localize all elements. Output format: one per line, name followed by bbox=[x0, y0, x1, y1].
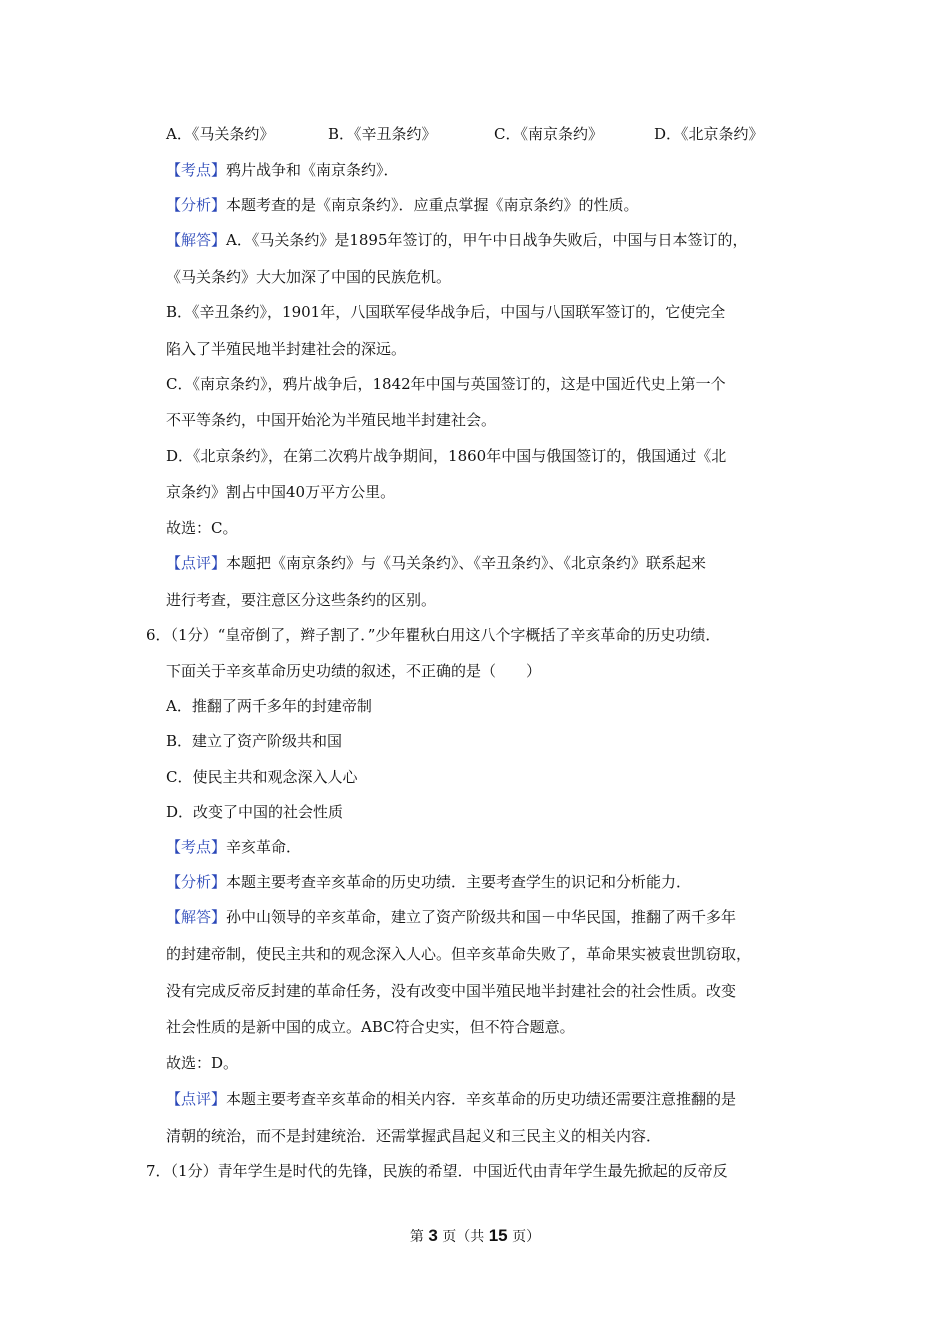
footer-middle: 页（共 bbox=[442, 1229, 485, 1245]
current-page-number: 3 bbox=[428, 1226, 438, 1245]
q5-dianping-line: 进行考查，要注意区分这些条约的区别。 bbox=[166, 591, 437, 609]
jieda-text: A．《马关条约》是1895年签订的，甲午中日战争失败后，中国与日本签订的， bbox=[226, 231, 748, 249]
footer-prefix: 第 bbox=[409, 1229, 424, 1245]
dianping-tag: 【点评】 bbox=[166, 554, 227, 572]
q6-answer: 故选：D。 bbox=[166, 1054, 239, 1072]
q5-jieda-line: D．《北京条约》，在第二次鸦片战争期间，1860年中国与俄国签订的，俄国通过《北 bbox=[166, 447, 727, 465]
q6-option-a: A．推翻了两千多年的封建帝制 bbox=[166, 697, 372, 715]
q5-jieda-line: 陷入了半殖民地半封建社会的深远。 bbox=[166, 340, 407, 358]
fenxi-tag: 【分析】 bbox=[166, 873, 227, 891]
q6-jieda-line: 社会性质的是新中国的成立。ABC符合史实，但不符合题意。 bbox=[166, 1018, 575, 1036]
q5-option-a: A．《马关条约》 bbox=[166, 125, 275, 143]
dianping-text: 本题主要考查辛亥革命的相关内容．辛亥革命的历史功绩还需要注意推翻的是 bbox=[226, 1090, 737, 1108]
q6-option-b: B．建立了资产阶级共和国 bbox=[166, 732, 343, 750]
q6-stem: 6．（1分）“皇帝倒了，辫子割了．”少年瞿秋白用这八个字概括了辛亥革命的历史功绩． bbox=[146, 626, 721, 644]
kaodian-tag: 【考点】 bbox=[166, 161, 227, 179]
jieda-tag: 【解答】 bbox=[166, 231, 227, 249]
q5-option-d: D．《北京条约》 bbox=[654, 125, 764, 143]
kaodian-text: 鸦片战争和《南京条约》． bbox=[226, 161, 399, 179]
q6-jieda-line: 没有完成反帝反封建的革命任务，没有改变中国半殖民地半封建社会的社会性质。改变 bbox=[166, 982, 737, 1000]
q5-options bbox=[166, 124, 764, 144]
q6-jieda-line bbox=[166, 907, 736, 927]
q6-option-c: C．使民主共和观念深入人心 bbox=[166, 768, 358, 786]
dianping-tag: 【点评】 bbox=[166, 1090, 227, 1108]
dianping-text: 本题把《南京条约》与《马关条约》、《辛丑条约》、《北京条约》联系起来 bbox=[226, 554, 707, 572]
footer-suffix: 页） bbox=[512, 1229, 541, 1245]
q5-kaodian bbox=[166, 160, 399, 180]
q5-dianping bbox=[166, 553, 706, 573]
q5-jieda-line: 《马关条约》大大加深了中国的民族危机。 bbox=[166, 268, 452, 286]
q5-jieda-line bbox=[166, 230, 748, 250]
q5-answer: 故选：C。 bbox=[166, 519, 238, 537]
q5-jieda-line: 京条约》割占中国40万平方公里。 bbox=[166, 483, 396, 501]
total-pages-number: 15 bbox=[488, 1226, 508, 1245]
q5-option-c: C．《南京条约》 bbox=[494, 125, 603, 143]
kaodian-text: 辛亥革命． bbox=[226, 838, 302, 856]
q5-jieda-line: C．《南京条约》，鸦片战争后，1842年中国与英国签订的，这是中国近代史上第一个 bbox=[166, 375, 726, 393]
fenxi-tag: 【分析】 bbox=[166, 196, 227, 214]
q5-jieda-line: B．《辛丑条约》，1901年，八国联军侵华战争后，中国与八国联军签订的，它使完全 bbox=[166, 303, 726, 321]
q7-stem: 7．（1分）青年学生是时代的先锋，民族的希望．中国近代由青年学生最先掀起的反帝反 bbox=[146, 1162, 728, 1180]
q5-option-b: B．《辛丑条约》 bbox=[328, 125, 437, 143]
q6-dianping bbox=[166, 1089, 736, 1109]
q6-kaodian bbox=[166, 837, 301, 857]
q6-fenxi bbox=[166, 872, 691, 892]
fenxi-text: 本题主要考查辛亥革命的历史功绩．主要考查学生的识记和分析能力． bbox=[226, 873, 692, 891]
q6-option-d: D．改变了中国的社会性质 bbox=[166, 803, 344, 821]
q6-jieda-line: 的封建帝制，使民主共和的观念深入人心。但辛亥革命失败了，革命果实被袁世凯窃取， bbox=[166, 945, 752, 963]
fenxi-text: 本题考查的是《南京条约》．应重点掌握《南京条约》的性质。 bbox=[226, 196, 639, 214]
jieda-tag: 【解答】 bbox=[166, 908, 227, 926]
kaodian-tag: 【考点】 bbox=[166, 838, 227, 856]
q6-dianping-line: 清朝的统治，而不是封建统治．还需掌握武昌起义和三民主义的相关内容． bbox=[166, 1127, 662, 1145]
q5-fenxi bbox=[166, 195, 639, 215]
jieda-text: 孙中山领导的辛亥革命，建立了资产阶级共和国－中华民国，推翻了两千多年 bbox=[226, 908, 737, 926]
q5-jieda-line: 不平等条约，中国开始沦为半殖民地半封建社会。 bbox=[166, 411, 497, 429]
page-footer bbox=[0, 1226, 950, 1247]
q6-stem-line: 下面关于辛亥革命历史功绩的叙述，不正确的是（ ） bbox=[166, 662, 542, 680]
